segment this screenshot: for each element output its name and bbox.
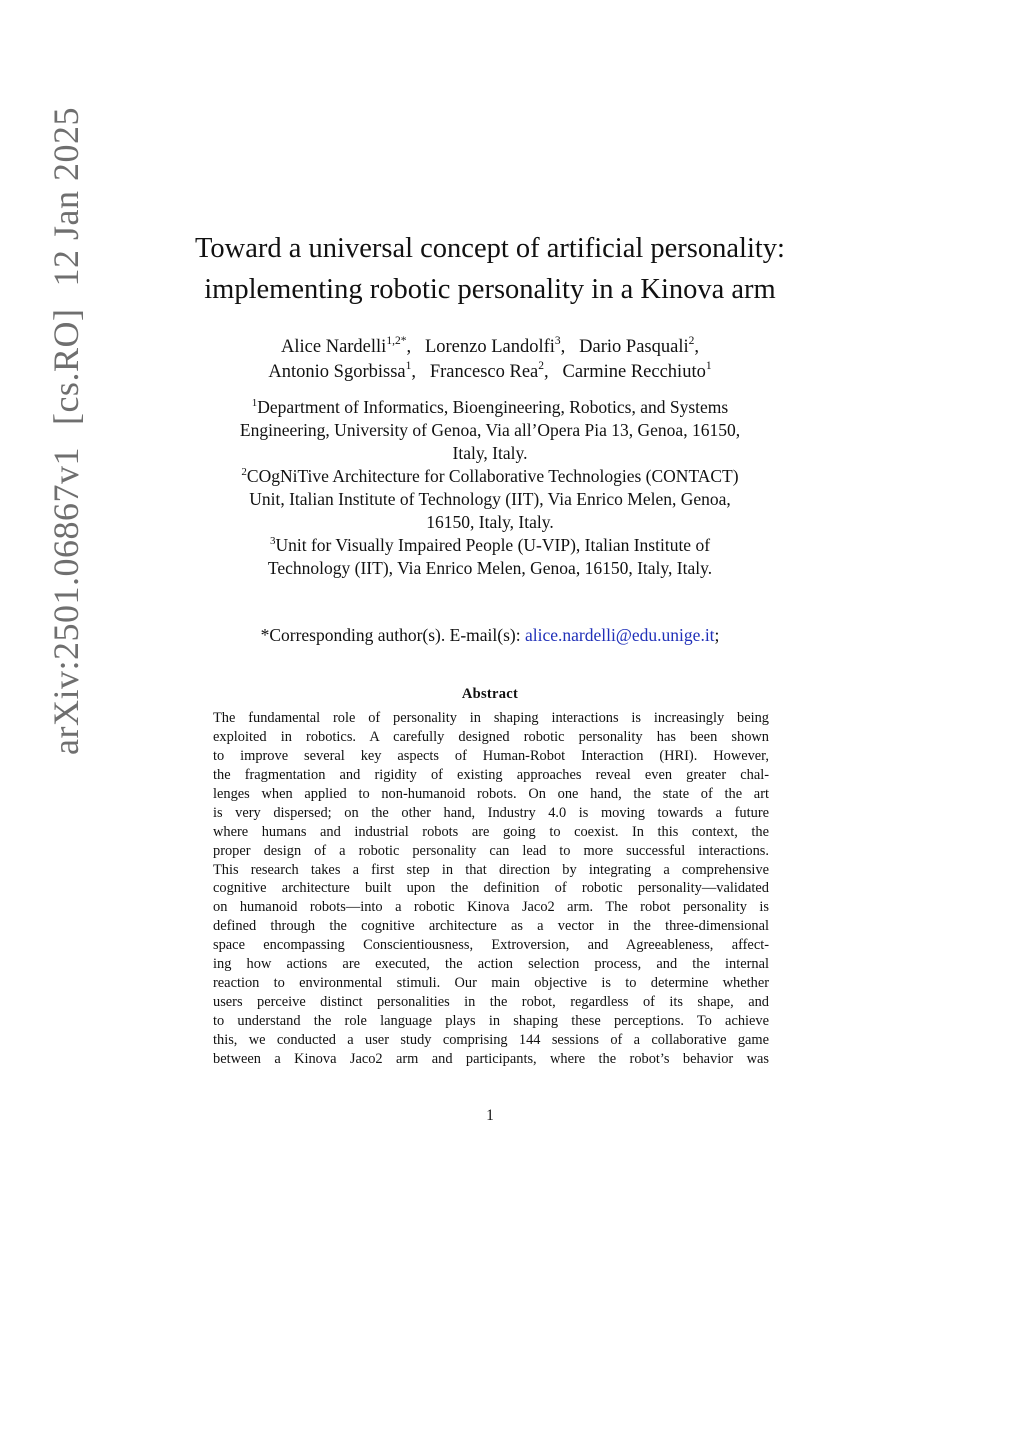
affiliation-line: Engineering, University of Genoa, Via all’Opera Pia 13, Genoa, 16150, xyxy=(239,420,741,440)
affiliation-marker: 3 xyxy=(269,535,276,547)
author-landolfi xyxy=(425,337,561,357)
author-affiliation-marker: 3 xyxy=(554,335,561,347)
affiliation-line: Technology (IIT), Via Enrico Melen, Genoa, 16150, Italy, Italy. xyxy=(267,558,713,578)
affiliation-marker: 2 xyxy=(241,466,247,478)
corresponding-label: *Corresponding author(s). E-mail(s): xyxy=(260,625,521,645)
affiliation-line xyxy=(190,465,790,488)
author-name: Alice Nardelli xyxy=(281,337,387,357)
author-nardelli xyxy=(281,337,406,357)
title-line-1: Toward a universal concept of artificial personality: xyxy=(195,233,785,264)
affiliation-line: 16150, Italy, Italy. xyxy=(426,512,554,532)
affiliation-line: Italy, Italy. xyxy=(452,443,528,463)
corresponding-email-link[interactable]: alice.nardelli@edu.unige.it xyxy=(524,625,715,645)
affiliation-1 xyxy=(190,396,790,465)
affiliation-line: Unit, Italian Institute of Technology (IIT), Via Enrico Melen, Genoa, xyxy=(249,489,731,509)
abstract-line: on humanoid robots—into a robotic Kinova Jaco2 arm. The robot personality is xyxy=(213,899,769,916)
abstract-line: users perceive distinct personalities in the robot, regardless of its shape, and xyxy=(213,994,769,1011)
affiliation-line xyxy=(190,534,790,557)
affiliation-text: COgNiTive Architecture for Collaborative Technologies (CONTACT) xyxy=(246,466,739,486)
author-affiliation-marker: 1,2* xyxy=(386,335,407,347)
abstract-line: the fragmentation and rigidity of existing approaches reveal even greater chal- xyxy=(213,766,769,783)
abstract-line: to improve several key aspects of Human-Robot Interaction (HRI). However, xyxy=(213,747,769,764)
author-affiliation-marker: 1 xyxy=(405,359,412,372)
abstract-heading: Abstract xyxy=(461,686,519,702)
abstract-line: is very dispersed; on the other hand, Industry 4.0 is moving towards a future xyxy=(213,804,769,821)
abstract-line: The fundamental role of personality in shaping interactions is increasingly being xyxy=(213,710,769,726)
author-name: Antonio Sgorbissa xyxy=(268,361,406,382)
abstract-line: this, we conducted a user study comprising 144 sessions of a collaborative game xyxy=(213,1031,769,1048)
affiliation-line xyxy=(190,396,790,419)
author-recchiuto xyxy=(562,359,712,382)
author-affiliation-marker: 2 xyxy=(688,335,695,347)
abstract-line: defined through the cognitive architecture as a vector in the three-dimensional xyxy=(213,918,769,935)
page-number: 1 xyxy=(486,1107,494,1124)
affiliation-text: Unit for Visually Impaired People (U-VIP), Italian Institute of xyxy=(275,535,711,555)
author-name: Dario Pasquali xyxy=(579,337,689,357)
affiliation-text: Department of Informatics, Bioengineering, Robotics, and Systems xyxy=(257,397,729,417)
abstract-line: reaction to environmental stimuli. Our main objective is to determine whether xyxy=(213,975,769,992)
abstract-line: proper design of a robotic personality can lead to more successful interactions. xyxy=(213,842,769,859)
affiliation-3 xyxy=(190,534,790,580)
affiliation-list xyxy=(190,396,790,580)
abstract-line: space encompassing Conscientiousness, Extroversion, and Agreeableness, affect- xyxy=(213,937,769,954)
author-separator: , xyxy=(411,361,416,382)
corresponding-author xyxy=(150,623,830,647)
arxiv-stamp xyxy=(48,107,84,755)
abstract-line: cognitive architecture built upon the definition of robotic personality—validated xyxy=(213,880,769,897)
author-name: Carmine Recchiuto xyxy=(562,361,706,382)
abstract-line: where humans and industrial robots are going to coexist. In this context, the xyxy=(213,823,769,840)
author-affiliation-marker: 1 xyxy=(705,359,712,372)
abstract-line: This research takes a first step in that direction by integrating a comprehensive xyxy=(213,861,769,878)
affiliation-2 xyxy=(190,465,790,534)
abstract-line: to understand the role language plays in shaping these perceptions. To achieve xyxy=(213,1013,769,1029)
corresponding-trailing: ; xyxy=(714,625,720,645)
arxiv-category: [cs.RO] xyxy=(46,308,86,426)
paper-title xyxy=(150,228,830,310)
author-list xyxy=(150,335,830,384)
abstract-body xyxy=(213,709,769,1069)
affiliation-marker: 1 xyxy=(251,397,258,409)
author-sgorbissa xyxy=(268,359,412,382)
abstract-line: lenges when applied to non-humanoid robots. On one hand, the state of the art xyxy=(213,785,769,802)
arxiv-id[interactable]: arXiv:2501.06867v1 xyxy=(46,447,86,755)
arxiv-date: 12 Jan 2025 xyxy=(46,107,86,287)
author-rea xyxy=(429,359,544,382)
abstract-line: ing how actions are executed, the action selection process, and the internal xyxy=(213,956,769,973)
author-separator: , xyxy=(694,337,699,357)
author-separator: , xyxy=(544,361,549,382)
author-name: Lorenzo Landolfi xyxy=(424,337,555,357)
author-affiliation-marker: 2 xyxy=(538,359,544,372)
author-row-1 xyxy=(150,335,830,360)
abstract-line: between a Kinova Jaco2 arm and participants, where the robot’s behavior was xyxy=(213,1050,769,1067)
title-line-2: implementing robotic personality in a Kinova arm xyxy=(204,274,776,305)
author-row-2 xyxy=(150,360,830,385)
abstract-line: exploited in robotics. A carefully designed robotic personality has been shown xyxy=(213,728,769,745)
author-pasquali xyxy=(579,337,694,357)
author-name: Francesco Rea xyxy=(429,361,539,382)
author-separator: , xyxy=(406,337,412,357)
author-separator: , xyxy=(560,337,566,357)
